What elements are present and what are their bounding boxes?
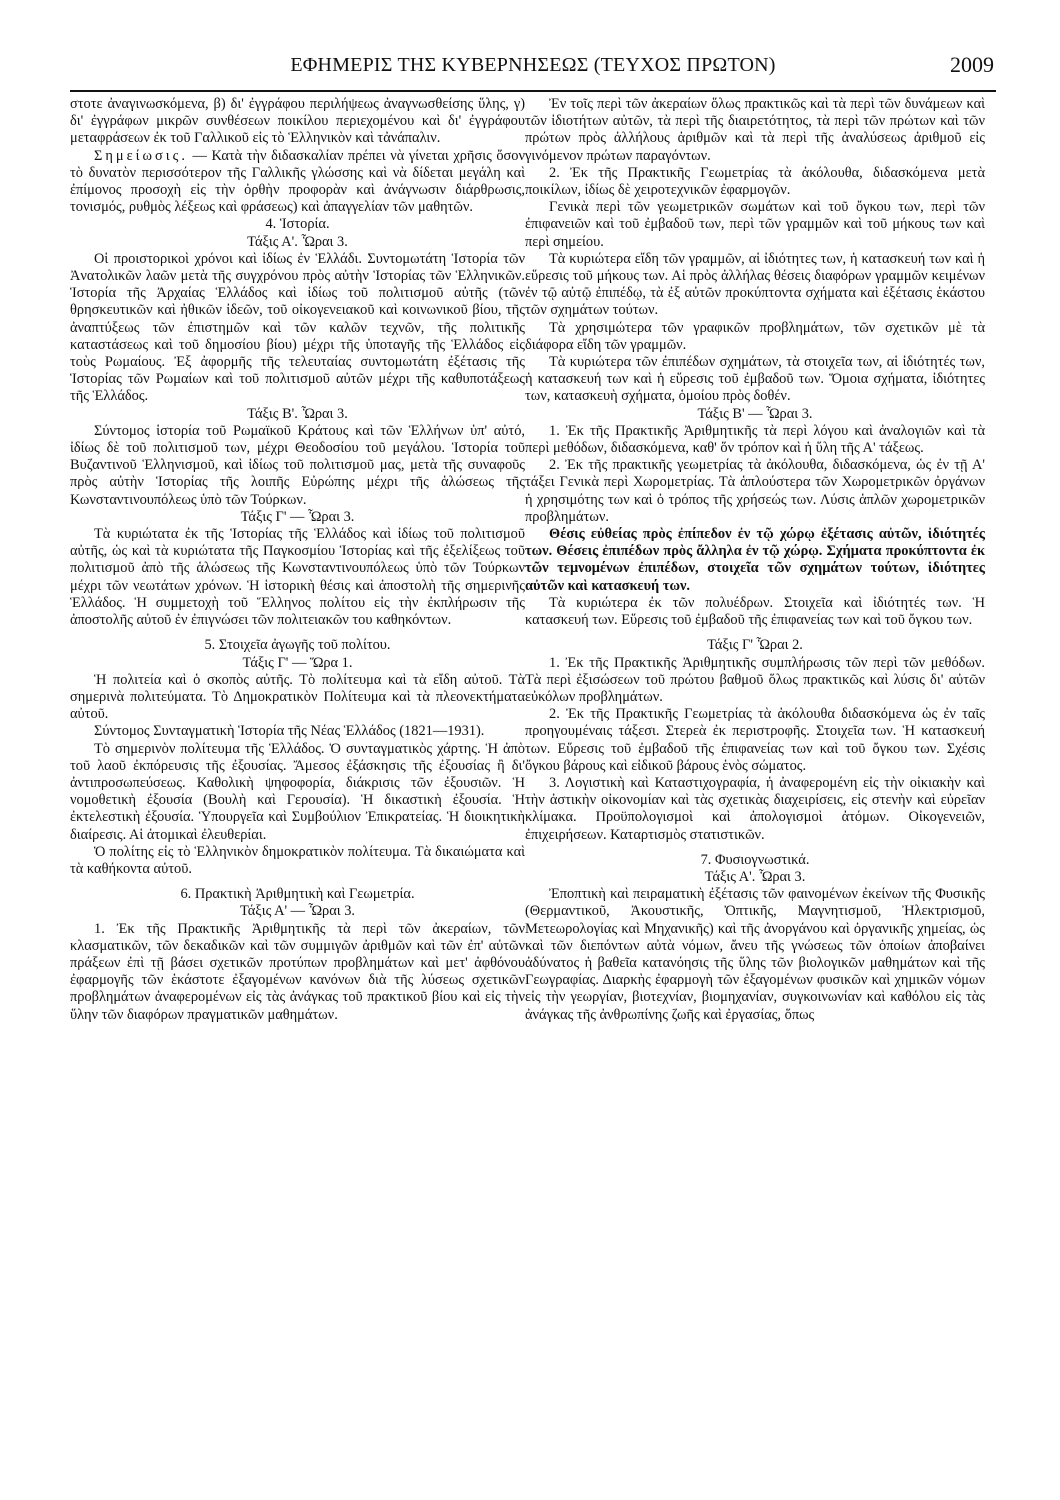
paragraph: 1. Ἐκ τῆς Πρακτικῆς Ἀριθμητικῆς τὰ περὶ λόγου καὶ ἀναλογιῶν καὶ τὰ περὶ μεθόδων, διδασκόμενα, καθ' ὅν τρόπον καὶ ἡ ὕλη τῆς Α' τάξεως. (525, 422, 985, 457)
paragraph: Ὁ πολίτης εἰς τὸ Ἑλληνικὸν δημοκρατικὸν πολίτευμα. Τὰ δικαιώματα καὶ τὰ καθήκοντα αὐτοῦ. (70, 843, 525, 877)
note-paragraph (70, 148, 525, 217)
section-heading-history: 4. Ἱστορία. (265, 216, 330, 233)
paragraph: στοτε ἀναγινωσκόμενα, β) δι' ἐγγράφου περιλήψεως ἀναγνωσθείσης ὕλης, γ) δι' ἐγγράφων μικρῶν συνθέσεων ποικίλου περιεχομένου καὶ δι' ἐγγράφου μεταφράσεων ἐκ τοῦ Γαλλικοῦ εἰς τὸ Ἑλληνικὸν καὶ τἀνάπαλιν. (70, 96, 525, 147)
paragraph: 2. Ἐκ τῆς Πρακτικῆς Γεωμετρίας τὰ ἀκόλουθα, διδασκόμενα μετὰ ποικίλων, ἰδίως δὲ χειροτεχνικῶν ἐφαρμογῶν. (525, 164, 985, 199)
left-column (70, 96, 525, 1024)
paragraph: Τὰ κυριώτερα τῶν ἐπιπέδων σχημάτων, τὰ στοιχεῖα των, αἱ ἰδιότητές των, ἡ κατασκευή των καὶ ἡ εὕρεσις τοῦ ἐμβαδοῦ των. Ὅμοια σχήματα, ἰδιότητες των, κατασκευὴ σχήματα, ὁμοίου πρὸς δοθέν. (525, 354, 985, 405)
paragraph: Τὰ χρησιμώτερα τῶν γραφικῶν προβλημάτων, τῶν σχετικῶν μὲ τὰ διάφορα εἴδη τῶν γραμμῶν. (525, 319, 985, 353)
gazette-title: ΕΦΗΜΕΡΙΣ ΤΗΣ ΚΥΒΕΡΝΗΣΕΩΣ (ΤΕΥΧΟΣ ΠΡΩΤΟΝ) (290, 54, 776, 76)
section-heading-physics: 7. Φυσιογνωστικά. (700, 851, 810, 868)
paragraph: 2. Ἐκ τῆς Πρακτικῆς Γεωμετρίας τὰ ἀκόλουθα διδασκόμενα ὡς ἐν ταῖς προηγουμέναις τάξεσι. Στερεὰ ἐκ περιστροφῆς. Στοιχεῖα των. Ἡ κατασκευή των. Εὕρεσις τοῦ ἐμβαδοῦ τῆς ἐπιφανείας των καὶ τοῦ ὄγκου των. Σχέσις ὄγκου βάρους καὶ εἰδικοῦ βάρους ἑνὸς σώματος. (525, 706, 985, 774)
section-heading-math: 6. Πρακτικὴ Ἀριθμητικὴ καὶ Γεωμετρία. (180, 886, 415, 903)
paragraph: Ἐποπτικὴ καὶ πειραματικὴ ἐξέτασις τῶν φαινομένων ἐκείνων τῆς Φυσικῆς (Θερμαντικοῦ, Ἀκουστικῆς, Ὀπτικῆς, Μαγνητισμοῦ, Ἠλεκτρισμοῦ, Μετεωρολογίας καὶ Μηχανικῆς) καὶ τῆς ἀνοργάνου καὶ ὀργανικῆς χημείας, ὡς καὶ τῶν διεπόντων αὐτὰ νόμων, ἄνευ τῆς γνώσεως τῶν ὁποίων ἀποβαίνει ἀδύνατος ἡ βαθεῖα κατανόησις τῆς ὕλης τῶν βιολογικῶν μαθημάτων καὶ τῆς Γεωγραφίας. Διαρκὴς ἐφαρμογὴ τῶν ἐξαγομένων φυσικῶν καὶ χημικῶν νόμων εἰς τὴν γεωργίαν, βιοτεχνίαν, βιομηχανίαν, συγκοινωνίαν καὶ καθόλου εἰς τὰς ἀνάγκας τῆς ἀνθρωπίνης ζωῆς καὶ ἐργασίας, ὅπως (525, 886, 985, 1023)
class-heading: Τάξις Γ' — Ὥρα 1. (242, 654, 353, 671)
class-heading: Τάξις Α'. Ὧραι 3. (247, 233, 348, 250)
paragraph: Σύντομος Συνταγματικὴ Ἱστορία τῆς Νέας Ἑλλάδος (1821—1931). (94, 723, 485, 740)
paragraph: Τὰ κυριώτερα ἐκ τῶν πολυέδρων. Στοιχεῖα καὶ ἰδιότητές των. Ἡ κατασκευή των. Εὕρεσις τοῦ ἐμβαδοῦ τῆς ἐπιφανείας των καὶ τοῦ ὄγκου των. (525, 594, 985, 629)
class-heading: Τάξις Β'. Ὧραι 3. (247, 405, 348, 422)
paragraph: Τὸ σημερινὸν πολίτευμα τῆς Ἑλλάδος. Ὁ συνταγματικὸς χάρτης. Ἡ ἀπὸ τοῦ λαοῦ ἐκπόρευσις τῆς ἐξουσίας. Ἄμεσος ἐξάσκησις τῆς ἐξουσίας ἢ δι' ἀντιπροσωπεύσεως. Καθολικὴ ψηφοφορία, διάκρισις τῶν ἐξουσιῶν. Ἡ νομοθετικὴ ἐξουσία (Βουλὴ καὶ Γερουσία). Ἡ δικαστικὴ ἐξουσία. Ἡ ἐκτελεστικὴ ἐξουσία. Ὑπουργεῖα καὶ Συμβούλιον Ἐπικρατείας. Ἡ διοικητικὴ διαίρεσις. Αἱ ἀτομικαὶ ἐλευθερίαι. (70, 740, 525, 843)
paragraph: Ἡ πολιτεία καὶ ὁ σκοπὸς αὐτῆς. Τὸ πολίτευμα καὶ τὰ εἴδη αὐτοῦ. Τὰ σημερινὰ πολιτεύματα. Τὸ Δημοκρατικὸν Πολίτευμα καὶ τὰ πλεονεκτήματα αὐτοῦ. (70, 671, 525, 723)
note-text: — Κατὰ τὴν διδασκαλίαν πρέπει νὰ γίνεται χρῆσις ὅσον τὸ δυνατὸν περισσότερον τῆς Γαλλικῆς γλώσσης καὶ νὰ δίδεται μεγάλη καὶ ἐπίμονος προσοχὴ εἰς τὴν ὀρθὴν προφορὰν καὶ ἀνάγνωσιν διάρθρωσις, τονισμός, ρυθμὸς λέξεως καὶ φράσεως) καὶ ἀπαγγελίαν τῶν μαθητῶν. (70, 147, 526, 216)
note-label: Σημείωσις. (94, 147, 188, 164)
paragraph: 1. Ἐκ τῆς Πρακτικῆς Ἀριθμητικῆς τὰ περὶ τῶν ἀκεραίων, τῶν κλασματικῶν, τῶν δεκαδικῶν καὶ τῶν συμμιγῶν ἀριθμῶν καὶ τῶν ἐπ' αὐτῶν πράξεων ἐπὶ τῇ βάσει σχετικῶν προτύπων προβλημάτων καὶ μετ' ἀφθόνου ἐφαρμογῆς τῶν ἑκάστοτε ἐξαγομένων κανόνων διὰ τῆς λύσεως σχετικῶν προβλημάτων ἀναφερομένων εἰς τὰς ἀνάγκας τοῦ πρακτικοῦ βίου καὶ εἰς τὴν ὕλην τῶν διαφόρων πραγματικῶν μαθημάτων. (70, 920, 525, 1023)
class-heading: Τάξις Β' — Ὧραι 3. (697, 405, 813, 422)
class-heading: Τάξις Γ' Ὧραι 2. (707, 637, 803, 654)
section-heading-civics: 5. Στοιχεῖα ἀγωγῆς τοῦ πολίτου. (204, 637, 391, 654)
paragraph: Τὰ κυριώτερα εἴδη τῶν γραμμῶν, αἱ ἰδιότητες των, ἡ κατασκευή των καὶ ἡ εὕρεσις τοῦ μήκους των. Αἱ πρὸς ἀλλήλας θέσεις διαφόρων γραμμῶν κειμένων ἐν τῷ αὐτῷ ἐπιπέδῳ, τὰ ἐξ αὐτῶν προκύπτοντα σχήματα καὶ ἐξέτασις ἑκάστου τῶν σχημάτων τούτων. (525, 250, 985, 319)
paragraph: Οἱ προιστορικοὶ χρόνοι καὶ ἰδίως ἐν Ἑλλάδι. Συντομωτάτη Ἱστορία τῶν Ἀνατολικῶν λαῶν μετὰ τῆς συγχρόνου πρὸς αὐτὴν Ἱστορίας τῶν Ἑλληνικῶν. Ἱστορία τῆς Ἀρχαίας Ἑλλάδος καὶ ἰδίως τοῦ πολιτισμοῦ αὐτῆς (τῶν θρησκευτικῶν καὶ ἠθικῶν ἰδεῶν, τοῦ οἰκογενειακοῦ καὶ κοινωνικοῦ βίου, τῆς ἀναπτύξεως τῶν ἐπιστημῶν καὶ τῶν καλῶν τεχνῶν, τῆς πολιτικῆς καταστάσεως καὶ τοῦ δημοσίου βίου) μέχρι τῆς ὑποταγῆς τῆς Ἑλλάδος εἰς τοὺς Ρωμαίους. Ἐξ ἀφορμῆς τῆς τελευταίας συντομωτάτη ἐξέτασις τῆς Ἱστορίας τῶν Ρωμαίων καὶ τοῦ πολιτισμοῦ αὐτῶν μέχρι τῆς καθυποτάξεως τῆς Ἑλλάδος. (70, 250, 525, 405)
page-header (70, 50, 996, 92)
paragraph: Σύντομος ἱστορία τοῦ Ρωμαϊκοῦ Κράτους καὶ τῶν Ἑλλήνων ὑπ' αὐτό, ἰδίως δὲ τοῦ πολιτισμοῦ των, μέχρι Θεοδοσίου τοῦ μεγάλου. Ἱστορία τοῦ Βυζαντινοῦ Ἑλληνισμοῦ, καὶ ἰδίως τοῦ πολιτισμοῦ μας, μετὰ τῆς συναφοῦς πρὸς αὐτὴν Ἱστορίας τῆς λοιπῆς Εὐρώπης μέχρι τῆς ἁλώσεως τῆς Κωνσταντινουπόλεως ὑπὸ τῶν Τούρκων. (70, 422, 525, 508)
paragraph: Γενικὰ περὶ τῶν γεωμετρικῶν σωμάτων καὶ τοῦ ὄγκου των, περὶ τῶν ἐπιφανειῶν καὶ τοῦ ἐμβαδοῦ των, περὶ τῶν γραμμῶν καὶ τοῦ μήκους των καὶ περὶ σημείου. (525, 199, 985, 250)
class-heading: Τάξις Α'. Ὧραι 3. (704, 868, 806, 885)
right-column (525, 96, 985, 1024)
paragraph: 1. Ἐκ τῆς Πρακτικῆς Ἀριθμητικῆς συμπλήρωσις τῶν περὶ τῶν μεθόδων. Τὰ περὶ ἐξισώσεων τοῦ πρώτου βαθμοῦ ὅλως πρακτικῶς καὶ λύσις δι' αὐτῶν εὐκόλων προβλημάτων. (525, 654, 985, 705)
paragraph: Ἐν τοῖς περὶ τῶν ἀκεραίων ὅλως πρακτικῶς καὶ τὰ περὶ τῶν δυνάμεων καὶ τῶν ἰδιοτήτων αὐτῶν, τὰ περὶ τῆς διαιρετότητος, τὰ περὶ τῶν πρώτων καὶ τῶν πρώτων πρὸς ἀλλήλους ἀριθμῶν καὶ τὰ περὶ τῆς ἀναλύσεως ἀριθμοῦ εἰς γινόμενον πρώτων παραγόντων. (525, 96, 985, 164)
paragraph: Τὰ κυριώτατα ἐκ τῆς Ἱστορίας τῆς Ἑλλάδος καὶ ἰδίως τοῦ πολιτισμοῦ αὐτῆς, ὡς καὶ τὰ κυριώτατα τῆς Παγκοσμίου Ἱστορίας καὶ τῆς ἐξελίξεως τοῦ πολιτισμοῦ ἀπὸ τῆς ἁλώσεως τῆς Κωνσταντινουπόλεως ὑπὸ τῶν Τούρκων μέχρι τῶν νεωτάτων χρόνων. Ἡ ἱστορικὴ θέσις καὶ ἀποστολὴ τῆς σημερινῆς Ἑλλάδος. Ἡ συμμετοχὴ τοῦ Ἕλληνος πολίτου εἰς τὴν ἐκπλήρωσιν τῆς ἀποστολῆς αὐτοῦ ἐν ἐπιγνώσει τῶν πολιτειακῶν του καθηκόντων. (70, 526, 525, 629)
paragraph: 2. Ἐκ τῆς πρακτικῆς γεωμετρίας τὰ ἀκόλουθα, διδασκόμενα, ὡς ἐν τῇ Α' τάξει Γενικὰ περὶ Χωρομετρίας. Τὰ ἁπλούστερα τῶν Χωρομετρικῶν ὀργάνων ἡ χρησιμότης των καὶ ὁ τρόπος τῆς χρήσεώς των. Λύσις ἁπλῶν χωρομετρικῶν προβλημάτων. (525, 457, 985, 525)
class-heading: Τάξις Γ' — Ὧραι 3. (240, 508, 355, 525)
class-heading: Τάξις Α' — Ὧραι 3. (239, 903, 356, 920)
page-number: 2009 (950, 52, 994, 77)
paragraph: Θέσις εὐθείας πρὸς ἐπίπεδον ἐν τῷ χώρῳ ἐξέτασις αὐτῶν, ἰδιότητές των. Θέσεις ἐπιπέδων πρὸς ἄλληλα ἐν τῷ χώρῳ. Σχήματα προκύπτοντα ἐκ τῶν τεμνομένων ἐπιπέδων, στοιχεῖα τῶν σχημάτων τούτων, ἰδιότητες αὐτῶν καὶ κατασκευή των. (525, 526, 985, 594)
paragraph: 3. Λογιστικὴ καὶ Καταστιχογραφία, ἡ ἀναφερομένη εἰς τὴν οἰκιακὴν καὶ τὴν ἀστικὴν οἰκονομίαν καὶ τὰς σχετικὰς διαχειρίσεις, εἰς στενὴν καὶ εὐρεῖαν κλίμακα. Προϋπολογισμοὶ καὶ ἀπολογισμοὶ ἀτόμων. Οἰκογενειῶν, ἐπιχειρήσεων. Καταρτισμὸς στατιστικῶν. (525, 774, 985, 843)
